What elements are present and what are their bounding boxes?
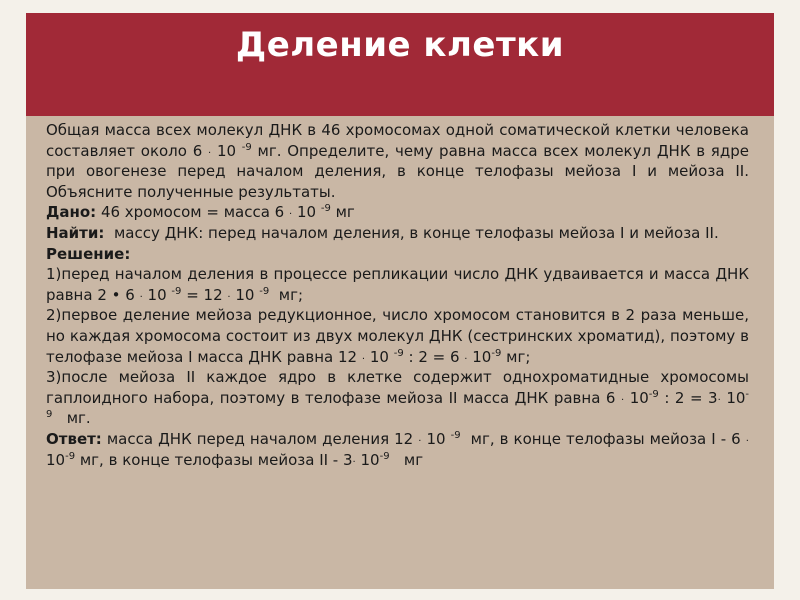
slide-title: Деление клетки xyxy=(235,25,565,65)
exponent: -9 xyxy=(46,388,750,421)
exponent: -9 xyxy=(648,388,659,400)
problem-text-2: 10 xyxy=(216,141,237,160)
given-line xyxy=(46,202,749,223)
step1-text-d: = 12 xyxy=(186,285,223,304)
step3-text-e: 10 xyxy=(726,388,746,407)
title-banner xyxy=(26,13,774,116)
exponent: -9 xyxy=(171,285,182,297)
problem-text-1: Общая масса всех молекул ДНК в 46 хромосомах одной соматической клетки человека составляет около 6 xyxy=(46,121,749,160)
solution-label: Решение: xyxy=(46,244,131,263)
step2-text-d: : 2 = 6 xyxy=(408,347,460,366)
exponent: -9 xyxy=(259,285,270,297)
find-text: массу ДНК: перед началом деления, в конце телофазы мейоза I и мейоза II. xyxy=(113,223,719,242)
multiply-dot: . xyxy=(717,391,721,403)
problem-text-4: мг. Определите, чему равна масса всех молекул ДНК в ядре при овогенезе перед началом деления, в конце телофазы мейоза I и мейоза II. Объясните полученные результаты. xyxy=(46,141,749,201)
step3-text-d: : 2 = 3 xyxy=(664,388,718,407)
multiply-dot: . xyxy=(620,391,625,403)
multiply-dot: . xyxy=(464,350,468,362)
problem-statement xyxy=(46,120,749,202)
given-text-4: мг xyxy=(335,203,355,222)
step1-text-b: 10 xyxy=(147,285,167,304)
step1-text-a: 1)перед началом деления в процессе репликации число ДНК удваивается и масса ДНК равна 2 • 6 xyxy=(46,265,749,304)
answer-line xyxy=(46,429,749,470)
multiply-dot: . xyxy=(361,350,366,362)
exponent: -9 xyxy=(320,203,331,215)
answer-text-d: мг, в конце телофазы мейоза I - 6 xyxy=(470,429,741,448)
multiply-dot: . xyxy=(289,206,293,218)
multiply-dot: . xyxy=(418,432,422,444)
multiply-dot: . xyxy=(139,288,143,300)
slide-content xyxy=(46,120,749,470)
multiply-dot: . xyxy=(352,453,356,465)
step3-text-a: 3)после мейоза II каждое ядро в клетке содержит однохроматидные хромосомы гаплоидного набора, поэтому в телофазе мейоза II масса ДНК равна 6 xyxy=(46,368,749,407)
answer-text-b: 10 xyxy=(426,429,446,448)
exponent: -9 xyxy=(241,141,252,153)
solution-step-2 xyxy=(46,305,749,367)
answer-text-e: 10 xyxy=(46,450,66,469)
given-label: Дано: xyxy=(46,203,97,222)
answer-text-h: 10 xyxy=(360,450,380,469)
step1-text-g: мг; xyxy=(278,285,304,304)
exponent: -9 xyxy=(379,450,390,462)
step2-text-a: 2)первое деление мейоза редукционное, число хромосом становится в 2 раза меньше, но каждая хромосома состоит из двух молекул ДНК (сестринских хроматид), поэтому в телофазе мейоза I масса ДНК равна 12 xyxy=(46,306,749,366)
answer-text-j: мг xyxy=(403,450,424,469)
answer-label: Ответ: xyxy=(46,429,102,448)
step3-text-b: 10 xyxy=(629,388,649,407)
step2-text-e: 10 xyxy=(472,347,492,366)
exponent: -9 xyxy=(491,347,502,359)
given-text-2: 10 xyxy=(296,203,317,222)
find-line xyxy=(46,223,749,244)
answer-text-g: мг, в конце телофазы мейоза II - 3 xyxy=(79,450,353,469)
multiply-dot: . xyxy=(208,144,212,156)
step3-text-g: мг. xyxy=(66,409,91,428)
answer-text-a: масса ДНК перед началом деления 12 xyxy=(106,429,414,448)
multiply-dot: . xyxy=(227,288,231,300)
given-text-1: 46 хромосом = масса 6 xyxy=(100,203,285,222)
find-label: Найти: xyxy=(46,223,105,242)
step2-text-g: мг; xyxy=(506,347,531,366)
exponent: -9 xyxy=(65,450,76,462)
solution-step-3 xyxy=(46,367,749,429)
step1-text-e: 10 xyxy=(235,285,255,304)
solution-step-1 xyxy=(46,264,749,305)
slide xyxy=(26,13,774,589)
multiply-dot: . xyxy=(745,432,749,444)
solution-heading xyxy=(46,244,749,265)
exponent: -9 xyxy=(450,429,461,441)
step2-text-b: 10 xyxy=(369,347,389,366)
exponent: -9 xyxy=(393,347,404,359)
